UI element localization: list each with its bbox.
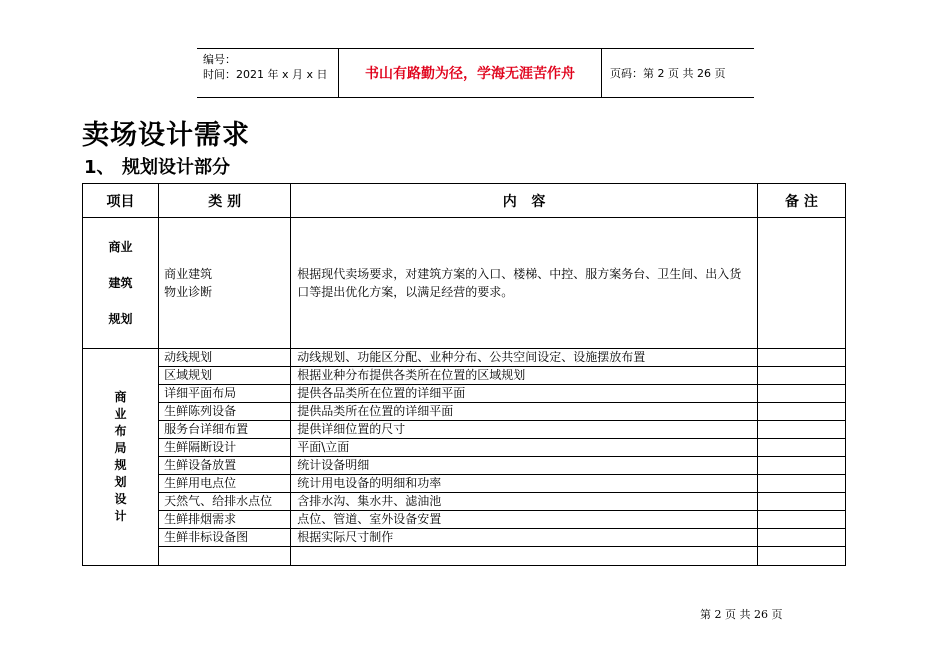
row-category: 动线规划 bbox=[159, 349, 291, 367]
planning-item-cell bbox=[83, 218, 159, 349]
row-content: 根据实际尺寸制作 bbox=[291, 529, 758, 547]
code-label: 编号： bbox=[203, 53, 236, 66]
row-category: 生鲜隔断设计 bbox=[159, 439, 291, 457]
planning-category-line: 商业建筑 bbox=[164, 267, 213, 281]
planning-item-line: 规划 bbox=[108, 312, 133, 326]
layout-item-char: 局 bbox=[114, 441, 127, 455]
table-row bbox=[83, 529, 846, 547]
header-page-code: 页码：第 2 页 共 26 页 bbox=[610, 67, 726, 80]
row-remark bbox=[757, 349, 845, 367]
row-category: 服务台详细布置 bbox=[159, 421, 291, 439]
header-content: 内 容 bbox=[291, 184, 758, 218]
row-content: 动线规划、功能区分配、业种分布、公共空间设定、设施摆放布置 bbox=[291, 349, 758, 367]
row-category: 生鲜非标设备图 bbox=[159, 529, 291, 547]
layout-item-char: 划 bbox=[114, 475, 127, 489]
table-header-row bbox=[83, 184, 846, 218]
row-category: 生鲜设备放置 bbox=[159, 457, 291, 475]
row-category: 生鲜陈列设备 bbox=[159, 403, 291, 421]
row-remark bbox=[757, 439, 845, 457]
document-title: 卖场设计需求 bbox=[82, 120, 250, 151]
row-content: 平面\立面 bbox=[291, 439, 758, 457]
row-remark bbox=[757, 385, 845, 403]
row-content-empty bbox=[291, 547, 758, 566]
row-remark bbox=[757, 475, 845, 493]
table-row bbox=[83, 403, 846, 421]
layout-item-char: 计 bbox=[114, 509, 127, 523]
row-content: 含排水沟、集水井、滤油池 bbox=[291, 493, 758, 511]
header-remark: 备 注 bbox=[757, 184, 845, 218]
row-remark bbox=[757, 367, 845, 385]
row-remark bbox=[757, 403, 845, 421]
layout-item-char: 设 bbox=[114, 492, 127, 506]
page-footer: 第 2 页 共 26 页 bbox=[700, 608, 783, 621]
header-item: 项目 bbox=[83, 184, 159, 218]
time-label: 时间：2021 年 x 月 x 日 bbox=[203, 68, 328, 81]
table-row-planning bbox=[83, 218, 846, 349]
page-header bbox=[197, 48, 754, 98]
planning-category-cell bbox=[159, 218, 291, 349]
row-remark bbox=[757, 457, 845, 475]
layout-item-char: 规 bbox=[114, 458, 127, 472]
row-remark bbox=[757, 529, 845, 547]
section-title: 规划设计部分 bbox=[122, 157, 230, 178]
row-category: 详细平面布局 bbox=[159, 385, 291, 403]
layout-item-char: 布 bbox=[114, 424, 127, 438]
header-category: 类 别 bbox=[159, 184, 291, 218]
row-content: 统计用电设备的明细和功率 bbox=[291, 475, 758, 493]
section-number: 1、 bbox=[84, 157, 115, 178]
row-remark bbox=[757, 421, 845, 439]
layout-item-cell bbox=[83, 349, 159, 566]
header-meta bbox=[197, 49, 339, 97]
table-row bbox=[83, 421, 846, 439]
table-row bbox=[83, 349, 846, 367]
table-row bbox=[83, 385, 846, 403]
row-remark bbox=[757, 547, 845, 566]
planning-item-line: 建筑 bbox=[108, 276, 133, 290]
requirements-table bbox=[82, 183, 846, 566]
planning-item-line: 商业 bbox=[108, 240, 133, 254]
planning-remark-cell bbox=[757, 218, 845, 349]
row-content: 统计设备明细 bbox=[291, 457, 758, 475]
row-content: 提供详细位置的尺寸 bbox=[291, 421, 758, 439]
table-row-blank bbox=[83, 547, 846, 566]
header-motto: 书山有路勤为径，学海无涯苦作舟 bbox=[339, 49, 602, 97]
planning-content-cell: 根据现代卖场要求，对建筑方案的入口、楼梯、中控、服方案务台、卫生间、出入货口等提出优化方案，以满足经营的要求。 bbox=[291, 218, 758, 349]
row-category: 天然气、给排水点位 bbox=[159, 493, 291, 511]
row-category: 区域规划 bbox=[159, 367, 291, 385]
row-category: 生鲜用电点位 bbox=[159, 475, 291, 493]
row-category: 生鲜排烟需求 bbox=[159, 511, 291, 529]
table-row bbox=[83, 511, 846, 529]
row-content: 提供品类所在位置的详细平面 bbox=[291, 403, 758, 421]
table-row bbox=[83, 493, 846, 511]
section-heading bbox=[84, 153, 230, 179]
row-remark bbox=[757, 493, 845, 511]
planning-category-line: 物业诊断 bbox=[164, 285, 213, 299]
table-row bbox=[83, 457, 846, 475]
layout-item-char: 商 bbox=[114, 390, 127, 404]
table-row bbox=[83, 439, 846, 457]
row-content: 点位、管道、室外设备安置 bbox=[291, 511, 758, 529]
row-content: 提供各品类所在位置的详细平面 bbox=[291, 385, 758, 403]
table-row bbox=[83, 475, 846, 493]
row-content: 根据业种分布提供各类所在位置的区域规划 bbox=[291, 367, 758, 385]
row-remark bbox=[757, 511, 845, 529]
layout-item-char: 业 bbox=[114, 407, 127, 421]
row-category-empty bbox=[159, 547, 291, 566]
table-row bbox=[83, 367, 846, 385]
